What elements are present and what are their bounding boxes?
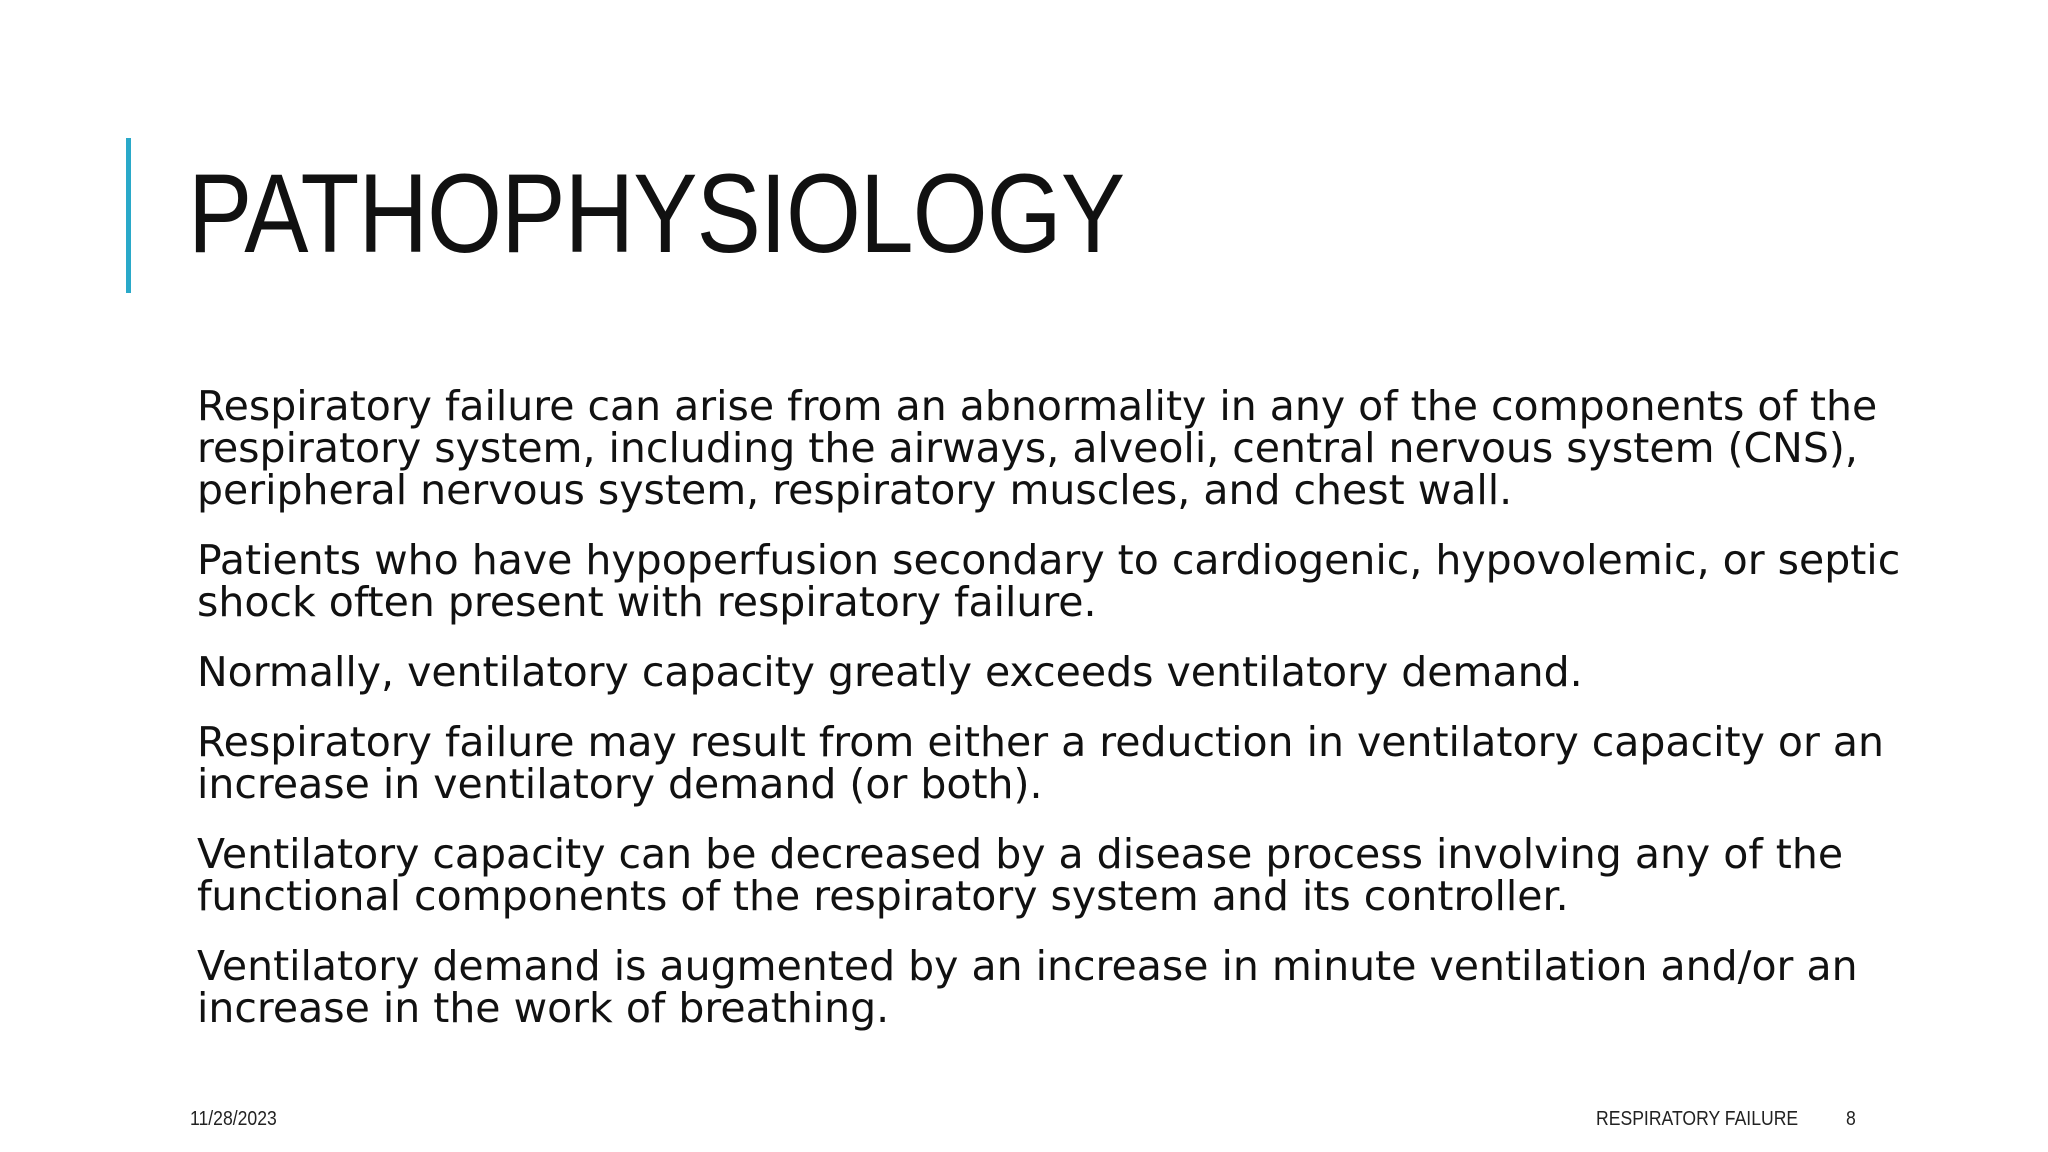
body-paragraph-3: Normally, ventilatory capacity greatly exceeds ventilatory demand. bbox=[197, 648, 1583, 696]
body-paragraph-5: Ventilatory capacity can be decreased by a disease process involving any of the functional components of the respiratory system and its controller. bbox=[197, 830, 1844, 920]
title-accent-bar bbox=[126, 138, 131, 293]
footer-page-number: 8 bbox=[1846, 1108, 1856, 1130]
body-paragraph-6: Ventilatory demand is augmented by an increase in minute ventilation and/or an increase in the work of breathing. bbox=[197, 942, 1858, 1032]
body-paragraph-2: Patients who have hypoperfusion secondary to cardiogenic, hypovolemic, or septic shock often present with respiratory failure. bbox=[197, 536, 1901, 626]
body-paragraph-1: Respiratory failure can arise from an abnormality in any of the components of the respiratory system, including the airways, alveoli, central nervous system (CNS), peripheral nervous system, respiratory muscles, and chest wall. bbox=[197, 382, 1878, 514]
footer-date: 11/28/2023 bbox=[190, 1108, 277, 1130]
slide-body bbox=[197, 382, 1937, 1057]
slide-title: PATHOPHYSIOLOGY bbox=[188, 151, 1125, 276]
footer-presentation-title: RESPIRATORY FAILURE bbox=[1596, 1108, 1799, 1130]
body-paragraph-4: Respiratory failure may result from either a reduction in ventilatory capacity or an increase in ventilatory demand (or both). bbox=[197, 718, 1884, 808]
